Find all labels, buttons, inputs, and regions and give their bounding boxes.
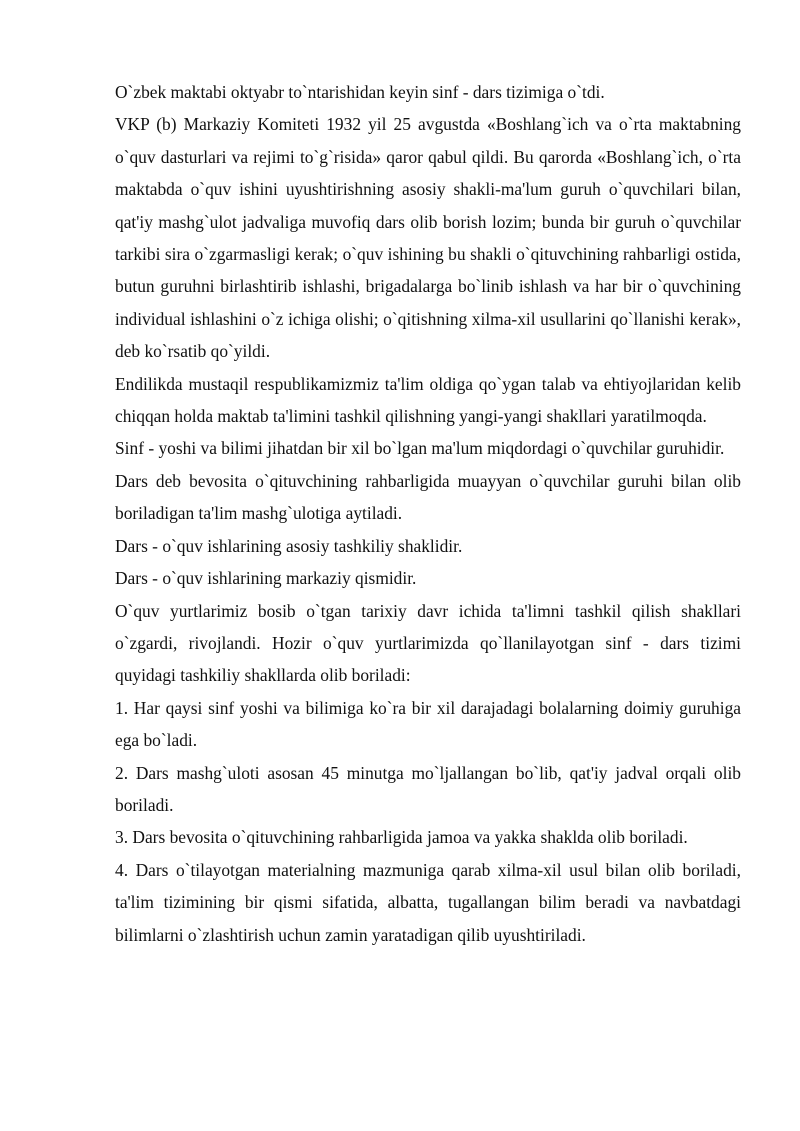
list-item-2: 2. Dars mashg`uloti asosan 45 minutga mo`ljallangan bo`lib, qat'iy jadval orqali olib boriladi. <box>115 762 741 815</box>
list-item-4: 4. Dars o`tilayotgan materialning mazmuniga qarab xilma-xil usul bilan olib boriladi, ta'lim tizimining bir qismi sifatida, albatta, tugallangan bilim beradi va navbatdagi bilimlarni o`zlashtirish uchun zamin yaratadigan qilib uyushtiriladi. <box>115 859 741 945</box>
list-item-3: 3. Dars bevosita o`qituvchining rahbarligida jamoa va yakka shaklda olib boriladi. <box>115 827 688 848</box>
paragraph-class-definition: Sinf - yoshi va bilimi jihatdan bir xil bo`lgan ma'lum miqdordagi o`quvchilar guruhidir. <box>115 438 725 459</box>
document-page <box>115 76 741 951</box>
list-item-1: 1. Har qaysi sinf yoshi va bilimiga ko`ra bir xil darajadagi bolalarning doimiy guruhiga ega bo`ladi. <box>115 697 741 751</box>
paragraph-vkp-decree: VKP (b) Markaziy Komiteti 1932 yil 25 avgustda «Boshlang`ich va o`rta maktabning o`quv dasturlari va rejimi to`g`risida» qaror qabul qildi. Bu qarorda «Boshlang`ich, o`rta maktabda o`quv ishini uyushtirishning asosiy shakli-ma'lum guruh o`quvchilari bilan, qat'iy mashg`ulot jadvaliga muvofiq dars olib borish lozim; bunda bir guruh o`quvchilar tarkibi sira o`zgarmasligi kerak; o`quv ishining bu shakli o`qituvchining rahbarligi ostida, butun guruhni birlashtirib ishlashi, brigadalarga bo`linib ishlash va har bir o`quvchining individual ishlashini o`z ichiga olishi; o`qitishning xilma-xil usullarini qo`llanishi kerak», deb ko`rsatib qo`yildi. <box>115 114 741 362</box>
paragraph-new-forms: Endilikda mustaqil respublikamizmiz ta'lim oldiga qo`ygan talab va ehtiyojlaridan kelib chiqqan holda maktab ta'limini tashkil qilishning yangi-yangi shakllari yaratilmoqda. <box>115 373 741 427</box>
paragraph-intro: O`zbek maktabi oktyabr to`ntarishidan keyin sinf - dars tizimiga o`tdi. <box>115 82 605 102</box>
paragraph-lesson-central-part: Dars - o`quv ishlarining markaziy qismidir. <box>115 568 417 589</box>
paragraph-system-forms: O`quv yurtlarimiz bosib o`tgan tarixiy davr ichida ta'limni tashkil qilish shakllari o`zgardi, rivojlandi. Hozir o`quv yurtlarimizda qo`llanilayotgan sinf - dars tizimi quyidagi tashkiliy shakllarda olib boriladi: <box>115 600 741 686</box>
paragraph-lesson-definition: Dars deb bevosita o`qituvchining rahbarligida muayyan o`quvchilar guruhi bilan olib boriladigan ta'lim mashg`ulotiga aytiladi. <box>115 470 741 524</box>
paragraph-lesson-main-form: Dars - o`quv ishlarining asosiy tashkiliy shaklidir. <box>115 535 463 556</box>
